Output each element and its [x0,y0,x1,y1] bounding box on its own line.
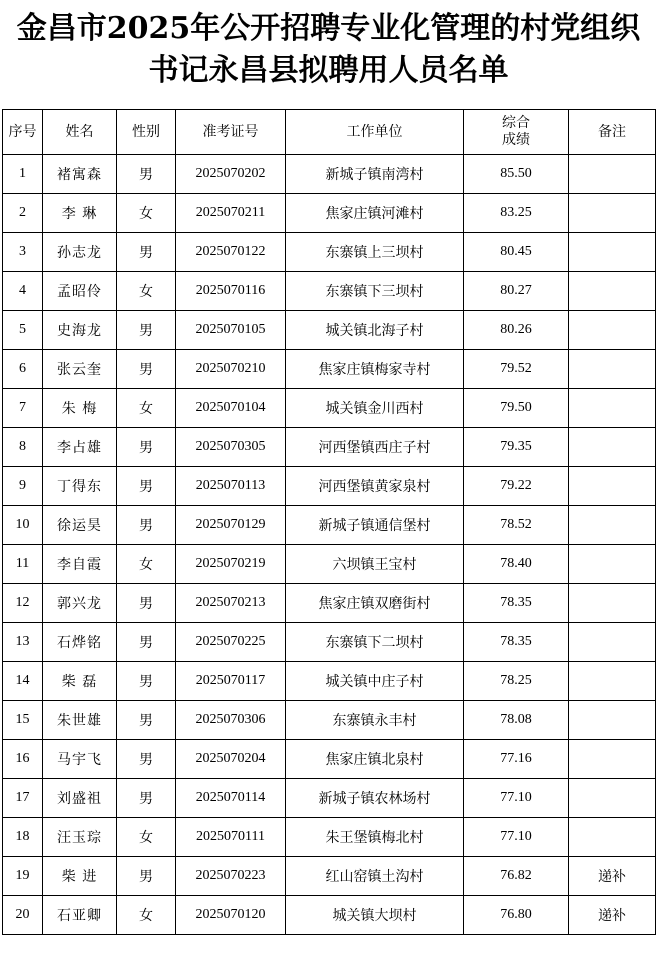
cell-unit: 东寨镇下二坝村 [286,623,464,662]
cell-score: 78.35 [464,584,569,623]
cell-remark [569,233,656,272]
cell-gender: 男 [117,584,176,623]
cell-score: 85.50 [464,155,569,194]
cell-gender: 男 [117,155,176,194]
cell-unit: 新城子镇南湾村 [286,155,464,194]
cell-ticket: 2025070210 [176,350,286,389]
cell-ticket: 2025070211 [176,194,286,233]
cell-gender: 男 [117,662,176,701]
cell-index: 13 [3,623,43,662]
table-row [3,584,656,623]
cell-gender: 女 [117,545,176,584]
cell-name: 李自霞 [43,545,117,584]
table-row [3,272,656,311]
cell-name: 朱世雄 [43,701,117,740]
title-line-1: 金昌市2025年公开招聘专业化管理的村党组织 [16,11,641,46]
cell-name: 李 琳 [43,194,117,233]
cell-name: 石烨铭 [43,623,117,662]
cell-index: 3 [3,233,43,272]
cell-name: 郭兴龙 [43,584,117,623]
cell-name: 孙志龙 [43,233,117,272]
cell-index: 20 [3,896,43,935]
cell-unit: 东寨镇永丰村 [286,701,464,740]
cell-score: 80.45 [464,233,569,272]
cell-score: 76.80 [464,896,569,935]
cell-name: 柴 磊 [43,662,117,701]
cell-unit: 焦家庄镇梅家寺村 [286,350,464,389]
cell-score: 77.10 [464,818,569,857]
cell-index: 5 [3,311,43,350]
cell-ticket: 2025070105 [176,311,286,350]
cell-gender: 男 [117,740,176,779]
cell-index: 7 [3,389,43,428]
cell-remark [569,506,656,545]
table-header-row [3,110,656,155]
cell-unit: 城关镇北海子村 [286,311,464,350]
cell-score: 77.10 [464,779,569,818]
table-row [3,311,656,350]
cell-gender: 男 [117,233,176,272]
cell-remark [569,545,656,584]
header-name: 姓名 [43,110,117,155]
cell-remark [569,623,656,662]
cell-unit: 焦家庄镇双磨街村 [286,584,464,623]
table-row [3,662,656,701]
cell-remark [569,662,656,701]
cell-score: 79.52 [464,350,569,389]
cell-score: 79.35 [464,428,569,467]
table-row [3,155,656,194]
table-row [3,779,656,818]
header-remark: 备注 [569,110,656,155]
cell-gender: 男 [117,506,176,545]
cell-remark [569,818,656,857]
cell-name: 丁得东 [43,467,117,506]
cell-unit: 新城子镇农林场村 [286,779,464,818]
cell-remark: 递补 [569,896,656,935]
cell-gender: 女 [117,194,176,233]
cell-remark [569,779,656,818]
cell-remark [569,701,656,740]
title-line-2: 书记永昌县拟聘用人员名单 [148,53,509,88]
cell-remark [569,311,656,350]
cell-remark [569,584,656,623]
cell-unit: 朱王堡镇梅北村 [286,818,464,857]
table-row [3,545,656,584]
table-row [3,623,656,662]
cell-index: 4 [3,272,43,311]
cell-name: 朱 梅 [43,389,117,428]
cell-ticket: 2025070129 [176,506,286,545]
cell-index: 6 [3,350,43,389]
cell-gender: 女 [117,389,176,428]
cell-index: 11 [3,545,43,584]
cell-gender: 男 [117,467,176,506]
cell-remark [569,740,656,779]
cell-unit: 东寨镇上三坝村 [286,233,464,272]
cell-remark [569,467,656,506]
cell-ticket: 2025070202 [176,155,286,194]
cell-score: 80.26 [464,311,569,350]
header-gender: 性别 [117,110,176,155]
cell-name: 马宇飞 [43,740,117,779]
cell-unit: 河西堡镇黄家泉村 [286,467,464,506]
cell-score: 78.52 [464,506,569,545]
cell-ticket: 2025070306 [176,701,286,740]
cell-remark [569,194,656,233]
cell-remark [569,428,656,467]
cell-index: 9 [3,467,43,506]
cell-score: 78.40 [464,545,569,584]
cell-score: 76.82 [464,857,569,896]
cell-score: 79.50 [464,389,569,428]
cell-name: 史海龙 [43,311,117,350]
cell-gender: 男 [117,857,176,896]
cell-score: 78.35 [464,623,569,662]
cell-unit: 城关镇大坝村 [286,896,464,935]
cell-unit: 东寨镇下三坝村 [286,272,464,311]
cell-score: 78.25 [464,662,569,701]
cell-gender: 女 [117,896,176,935]
cell-ticket: 2025070213 [176,584,286,623]
cell-unit: 城关镇金川西村 [286,389,464,428]
cell-ticket: 2025070117 [176,662,286,701]
cell-ticket: 2025070305 [176,428,286,467]
cell-score: 83.25 [464,194,569,233]
table-row [3,740,656,779]
cell-ticket: 2025070104 [176,389,286,428]
table-row [3,233,656,272]
cell-gender: 男 [117,428,176,467]
table-row [3,350,656,389]
cell-ticket: 2025070225 [176,623,286,662]
cell-index: 14 [3,662,43,701]
table-row [3,818,656,857]
cell-ticket: 2025070204 [176,740,286,779]
cell-score: 80.27 [464,272,569,311]
table-row [3,506,656,545]
table-row [3,896,656,935]
table-row [3,701,656,740]
header-score-line-1: 综合 [502,115,530,131]
header-ticket: 准考证号 [176,110,286,155]
cell-name: 石亚卿 [43,896,117,935]
header-unit: 工作单位 [286,110,464,155]
cell-remark [569,350,656,389]
cell-unit: 新城子镇通信堡村 [286,506,464,545]
cell-name: 汪玉琮 [43,818,117,857]
table-body [3,155,656,935]
cell-remark: 递补 [569,857,656,896]
table-row [3,467,656,506]
cell-unit: 六坝镇王宝村 [286,545,464,584]
cell-index: 17 [3,779,43,818]
cell-index: 18 [3,818,43,857]
cell-name: 孟昭伶 [43,272,117,311]
cell-index: 8 [3,428,43,467]
cell-gender: 女 [117,818,176,857]
cell-score: 78.08 [464,701,569,740]
cell-gender: 女 [117,272,176,311]
cell-gender: 男 [117,701,176,740]
cell-gender: 男 [117,311,176,350]
cell-name: 徐运昊 [43,506,117,545]
header-score-line-2: 成绩 [502,132,530,148]
cell-remark [569,389,656,428]
cell-unit: 焦家庄镇北泉村 [286,740,464,779]
cell-score: 79.22 [464,467,569,506]
cell-ticket: 2025070219 [176,545,286,584]
cell-name: 褚寓森 [43,155,117,194]
cell-score: 77.16 [464,740,569,779]
cell-ticket: 2025070114 [176,779,286,818]
cell-name: 张云奎 [43,350,117,389]
cell-index: 12 [3,584,43,623]
cell-gender: 男 [117,779,176,818]
cell-ticket: 2025070113 [176,467,286,506]
cell-name: 刘盛祖 [43,779,117,818]
header-index: 序号 [3,110,43,155]
candidate-table [2,109,656,935]
cell-index: 16 [3,740,43,779]
cell-ticket: 2025070116 [176,272,286,311]
table-row [3,428,656,467]
cell-gender: 男 [117,350,176,389]
cell-name: 李占雄 [43,428,117,467]
cell-index: 1 [3,155,43,194]
table-row [3,857,656,896]
table-row [3,389,656,428]
cell-ticket: 2025070223 [176,857,286,896]
cell-remark [569,272,656,311]
cell-unit: 红山窑镇土沟村 [286,857,464,896]
cell-remark [569,155,656,194]
cell-index: 15 [3,701,43,740]
document-title [0,8,657,92]
cell-index: 19 [3,857,43,896]
cell-index: 2 [3,194,43,233]
cell-ticket: 2025070111 [176,818,286,857]
cell-gender: 男 [117,623,176,662]
header-score [464,110,569,155]
cell-ticket: 2025070122 [176,233,286,272]
cell-ticket: 2025070120 [176,896,286,935]
cell-unit: 焦家庄镇河滩村 [286,194,464,233]
cell-index: 10 [3,506,43,545]
cell-unit: 城关镇中庄子村 [286,662,464,701]
cell-unit: 河西堡镇西庄子村 [286,428,464,467]
cell-name: 柴 进 [43,857,117,896]
table-row [3,194,656,233]
